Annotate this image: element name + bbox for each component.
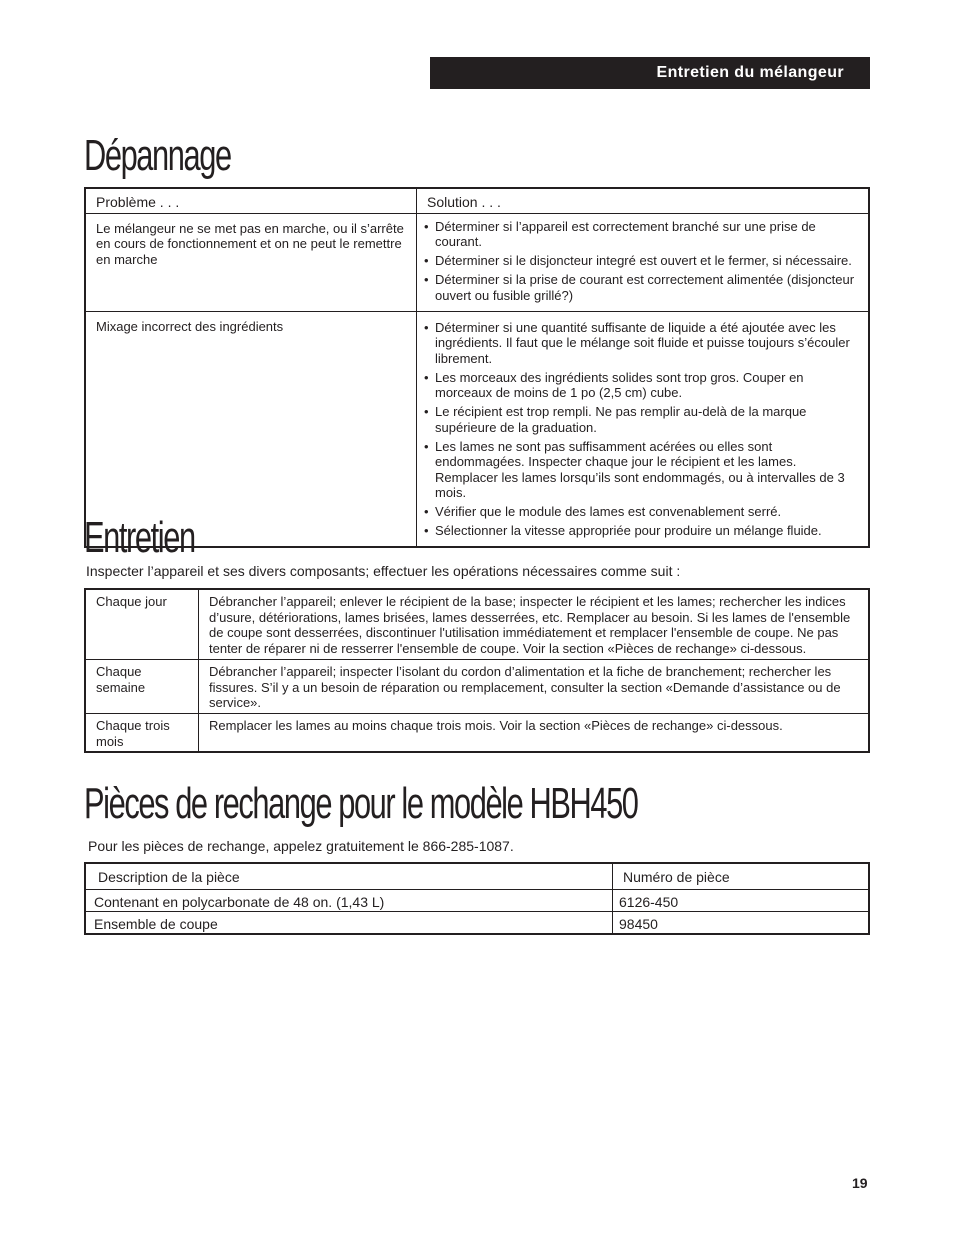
solution-item: • Déterminer si la prise de courant est correctement alimentée (disjoncteur ouvert ou fusible grillé?) — [423, 272, 856, 303]
period-cell: Chaque semaine — [85, 659, 199, 713]
table-row — [85, 213, 869, 311]
period-cell: Chaque trois mois — [85, 713, 199, 752]
solution-list — [423, 320, 856, 539]
part-description-cell: Ensemble de coupe — [85, 911, 613, 934]
section-header-title: Entretien du mélangeur — [656, 64, 844, 81]
maintenance-table — [84, 588, 870, 753]
table-row — [85, 911, 869, 934]
troubleshooting-table — [84, 187, 870, 548]
table-row — [85, 589, 869, 659]
table-row — [85, 713, 869, 752]
solution-item: • Les lames ne sont pas suffisamment acérées ou elles sont endommagées. Inspecter chaque jour le récipient et les lames. Remplacer les lames lorsqu’ils sont endommagés, ou à intervalles de 3 mois. — [423, 439, 856, 501]
troubleshooting-title: Dépannage — [84, 131, 231, 180]
solution-list — [423, 219, 856, 304]
table-header-row — [85, 863, 869, 889]
solution-item: • Les morceaux des ingrédients solides sont trop gros. Couper en morceaux de moins de 1 po (2,5 cm) cube. — [423, 370, 856, 401]
table-row — [85, 311, 869, 547]
action-cell: Remplacer les lames au moins chaque trois mois. Voir la section «Pièces de rechange» ci-dessous. — [199, 713, 870, 752]
section-header-bar — [430, 57, 870, 89]
table-row — [85, 659, 869, 713]
table-header-row — [85, 188, 869, 213]
period-cell: Chaque jour — [85, 589, 199, 659]
maintenance-title: Entretien — [84, 513, 195, 562]
solution-item: • Déterminer si le disjoncteur integré est ouvert et le fermer, si nécessaire. — [423, 253, 856, 269]
parts-intro: Pour les pièces de rechange, appelez gratuitement le 866-285-1087. — [88, 838, 514, 854]
part-number-cell: 98450 — [613, 911, 870, 934]
solution-item: • Sélectionner la vitesse appropriée pour produire un mélange fluide. — [423, 523, 856, 539]
solution-item: • Le récipient est trop rempli. Ne pas remplir au-delà de la marque supérieure de la graduation. — [423, 404, 856, 435]
action-cell: Débrancher l’appareil; enlever le récipient de la base; inspecter le récipient et les lames; rechercher les indices d’usure, détériorations, lames brisées, lames desserrées, etc. Remplacer au besoin. Si les lames de l'ensemble de coupe sont desserrées, discontinuer l'utilisation immédiatement et remplacer l'ensemble de coupe. Ne pas tenter de réparer ni de resserrer l'ensemble de coupe. Voir la section «Pièces de rechange» ci-dessous. — [199, 589, 870, 659]
table-row — [85, 889, 869, 911]
parts-table — [84, 862, 870, 935]
problem-cell: Mixage incorrect des ingrédients — [85, 311, 417, 547]
column-header-part-number: Numéro de pièce — [613, 863, 870, 889]
column-header-problem: Problème . . . — [85, 188, 417, 213]
solution-item: • Déterminer si l’appareil est correctement branché sur une prise de courant. — [423, 219, 856, 250]
part-description-cell: Contenant en polycarbonate de 48 on. (1,43 L) — [85, 889, 613, 911]
part-number-cell: 6126-450 — [613, 889, 870, 911]
problem-cell: Le mélangeur ne se met pas en marche, ou il s’arrête en cours de fonctionnement et on ne peut le remettre en marche — [85, 213, 417, 311]
solution-cell — [417, 213, 870, 311]
solution-item: • Déterminer si une quantité suffisante de liquide a été ajoutée avec les ingrédients. Il faut que le mélange soit fluide et puisse toujours s’écouler librement. — [423, 320, 856, 367]
parts-title: Pièces de rechange pour le modèle HBH450 — [84, 779, 638, 828]
solution-cell — [417, 311, 870, 547]
column-header-solution: Solution . . . — [417, 188, 870, 213]
action-cell: Débrancher l’appareil; inspecter l’isolant du cordon d’alimentation et la fiche de branchement; rechercher les fissures. S’il y a un besoin de réparation ou remplacement, consulter la section «Demande d’assistance ou de service». — [199, 659, 870, 713]
page-number: 19 — [852, 1175, 868, 1191]
column-header-description: Description de la pièce — [85, 863, 613, 889]
maintenance-intro: Inspecter l’appareil et ses divers composants; effectuer les opérations nécessaires comme suit : — [86, 563, 681, 579]
solution-item: • Vérifier que le module des lames est convenablement serré. — [423, 504, 856, 520]
